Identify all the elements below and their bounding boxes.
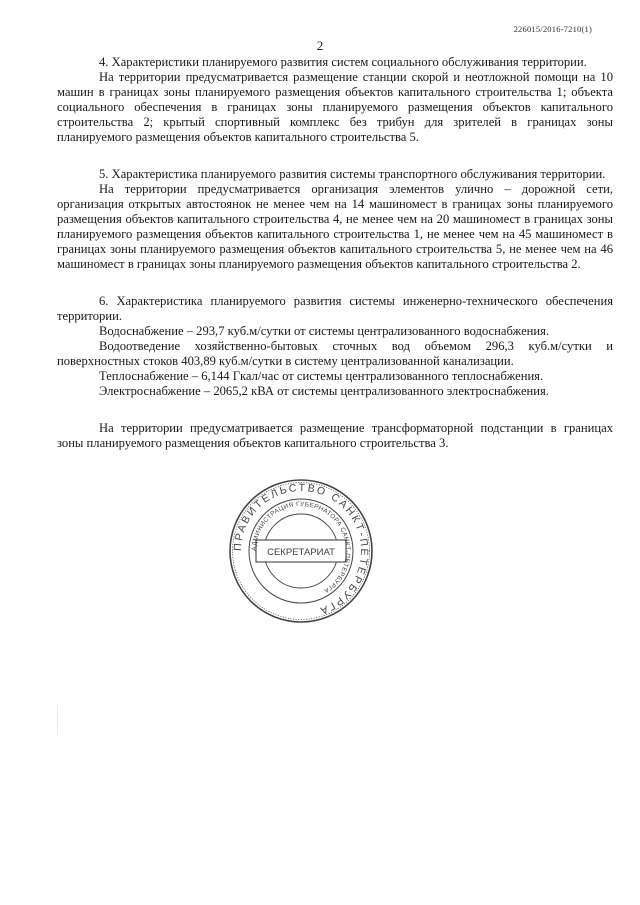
seal-center-text: СЕКРЕТАРИАТ — [267, 547, 335, 558]
document-number: 226015/2016-7210(1) — [513, 24, 592, 34]
closing-paragraph: На территории предусматривается размещение трансформаторной подстанции в границах зоны планируемого размещения объектов капитального строительства 3. — [57, 421, 613, 450]
paragraph: На территории предусматривается размещение станции скорой и неотложной помощи на 10 машин в границах зоны планируемого размещения объектов капитального строительства 1; объекта социального обеспечения в границах зоны планируемого размещения объектов капитального строительства 2; крытый спортивный комплекс без трибун для зрителей в границах зоны планируемого размещения объектов капитального строительства 5. — [57, 70, 613, 144]
paragraph: Водоснабжение – 293,7 куб.м/сутки от системы централизованного водоснабжения. — [99, 324, 550, 338]
margin-mark — [57, 705, 58, 735]
seal-inner-text: АДМИНИСТРАЦИЯ ГУБЕРНАТОРА САНКТ-ПЕТЕРБУРГА — [250, 500, 352, 595]
paragraph: Электроснабжение – 2065,2 кВА от системы централизованного электроснабжения. — [99, 384, 549, 398]
page-number: 2 — [316, 38, 324, 53]
official-seal — [226, 476, 376, 626]
seal-outer-text: ПРАВИТЕЛЬСТВО САНКТ-ПЕТЕРБУРГА — [231, 481, 371, 618]
paragraph: На территории предусматривается организация элементов улично – дорожной сети, организация открытых автостоянок не менее чем на 14 машиномест в границах зоны планируемого размещения объектов капитального строительства 4, не менее чем на 20 машиномест в границах зоны планируемого размещения объектов капитального строительства 1, не менее чем на 45 машиномест в границах зоны планируемого размещения объектов капитального строительства 5, не менее чем на 46 машиномест в границах зоны планируемого размещения объектов капитального строительства 2. — [57, 182, 613, 271]
section-heading: 5. Характеристика планируемого развития системы транспортного обслуживания территории. — [99, 167, 606, 181]
paragraph: Водоотведение хозяйственно-бытовых сточных вод объемом 296,3 куб.м/сутки и поверхностных стоков 403,89 куб.м/сутки в систему централизованной канализации. — [57, 339, 613, 368]
section-heading: 6. Характеристика планируемого развития системы инженерно-технического обеспечения территории. — [57, 294, 613, 323]
section-heading: 4. Характеристики планируемого развития систем социального обслуживания территории. — [99, 55, 587, 69]
paragraph: Теплоснабжение – 6,144 Гкал/час от системы централизованного теплоснабжения. — [99, 369, 544, 383]
document-body — [57, 55, 613, 451]
